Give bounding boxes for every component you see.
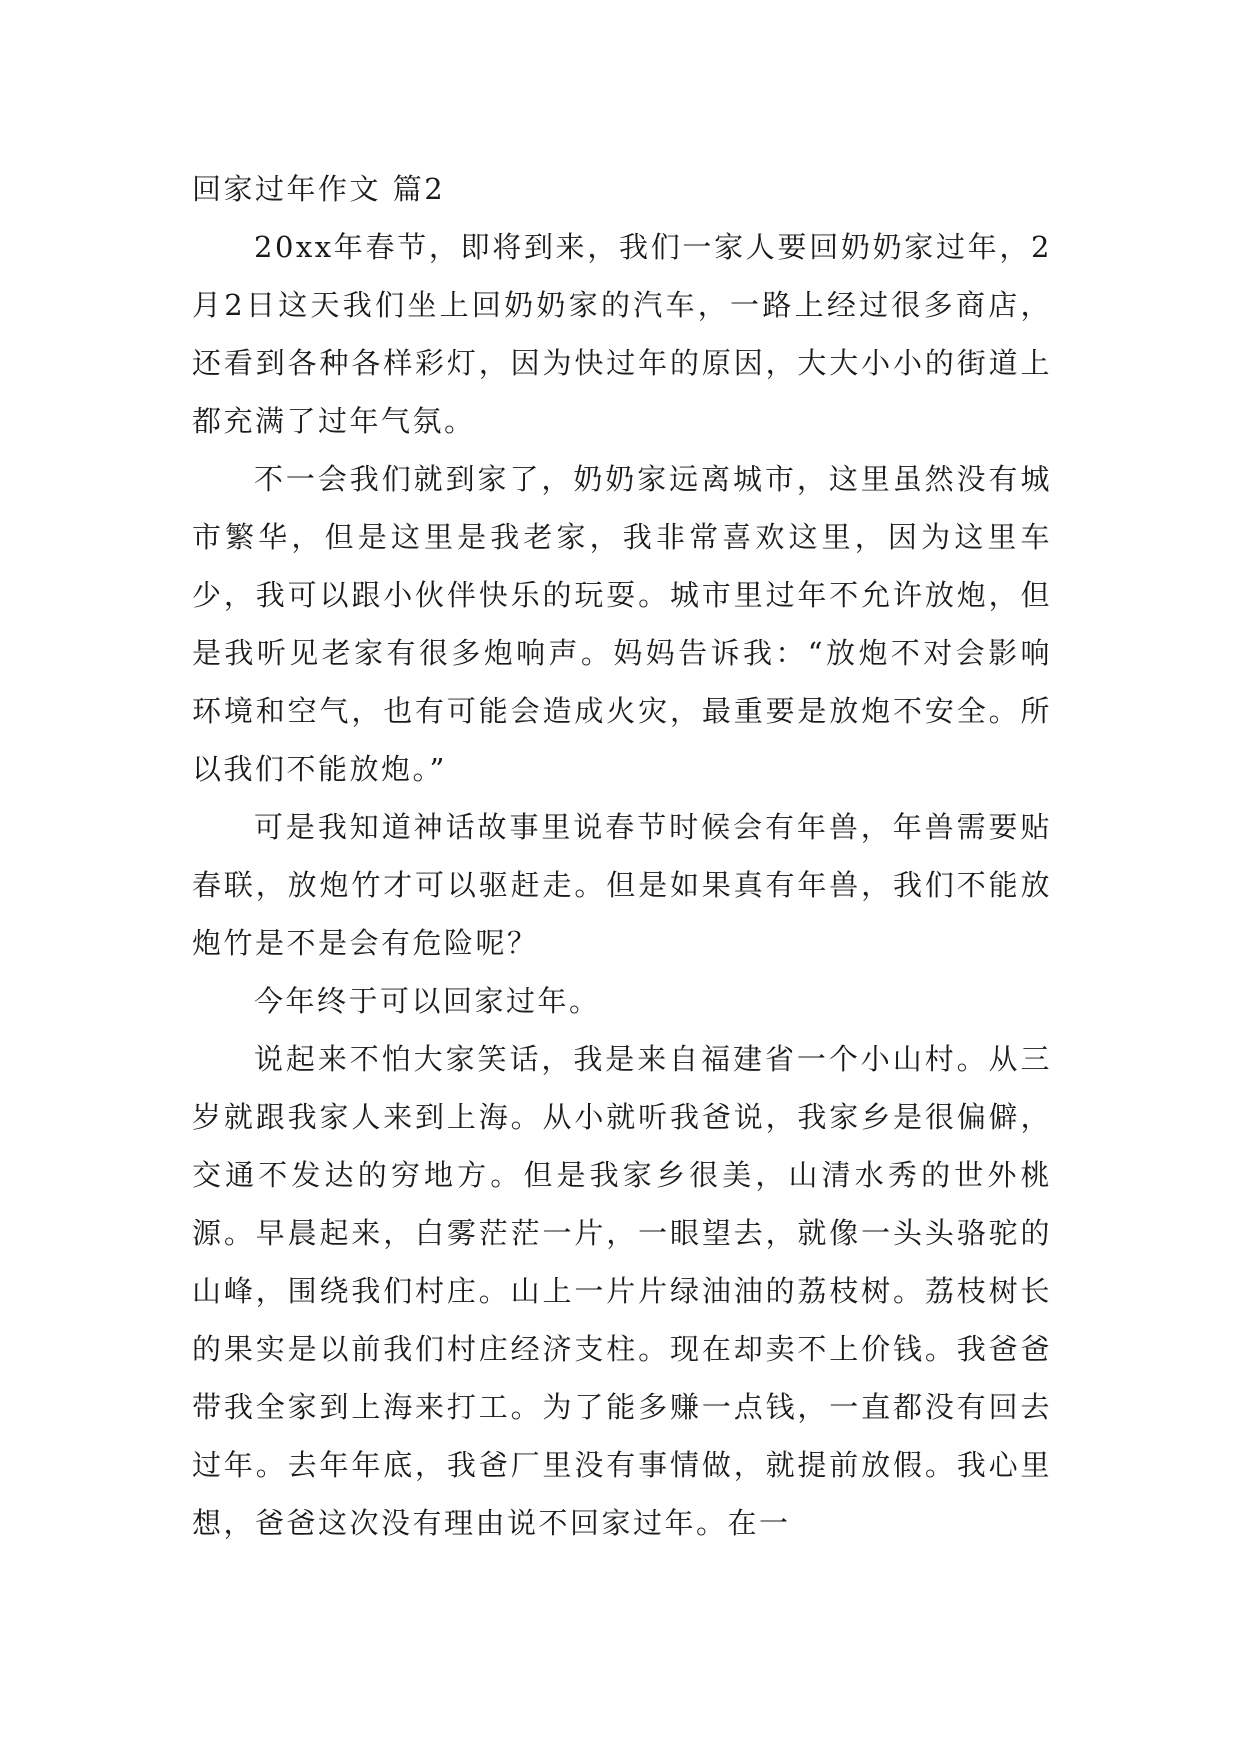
paragraph-3: 可是我知道神话故事里说春节时候会有年兽，年兽需要贴春联，放炮竹才可以驱赶走。但是如果真有年兽，我们不能放炮竹是不是会有危险呢？	[192, 810, 1052, 960]
paragraph-2: 不一会我们就到家了，奶奶家远离城市，这里虽然没有城市繁华，但是这里是我老家，我非常喜欢这里，因为这里车少，我可以跟小伙伴快乐的玩耍。城市里过年不允许放炮，但是我听见老家有很多炮响声。妈妈告诉我：“放炮不对会影响环境和空气，也有可能会造成火灾，最重要是放炮不安全。所以我们不能放炮。”	[192, 462, 1052, 786]
document-page	[192, 160, 1052, 1552]
paragraph-1: 20xx年春节，即将到来，我们一家人要回奶奶家过年，2月2日这天我们坐上回奶奶家的汽车，一路上经过很多商店，还看到各种各样彩灯，因为快过年的原因，大大小小的街道上都充满了过年气氛。	[192, 230, 1052, 438]
document-title: 回家过年作文 篇2	[192, 172, 446, 206]
paragraph-4: 今年终于可以回家过年。	[254, 984, 601, 1018]
paragraph-5: 说起来不怕大家笑话，我是来自福建省一个小山村。从三岁就跟我家人来到上海。从小就听我爸说，我家乡是很偏僻，交通不发达的穷地方。但是我家乡很美，山清水秀的世外桃源。早晨起来，白雾茫茫一片，一眼望去，就像一头头骆驼的山峰，围绕我们村庄。山上一片片绿油油的荔枝树。荔枝树长的果实是以前我们村庄经济支柱。现在却卖不上价钱。我爸爸带我全家到上海来打工。为了能多赚一点钱，一直都没有回去过年。去年年底，我爸厂里没有事情做，就提前放假。我心里想，爸爸这次没有理由说不回家过年。在一	[192, 1042, 1052, 1540]
